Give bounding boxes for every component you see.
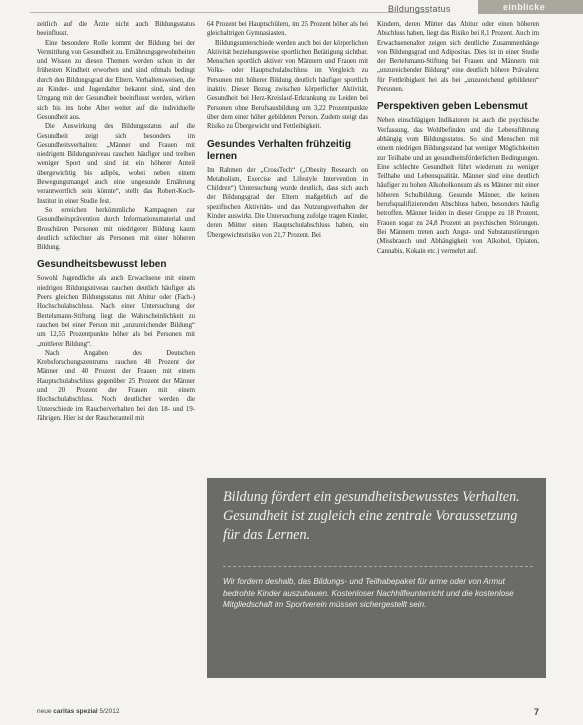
section-heading: Perspektiven geben Lebensmut [377,101,528,113]
section-heading: Gesundheitsbewusst leben [37,259,167,271]
paragraph: Nach Angaben des Deutschen Krebsforschungszentrums rauchen 48 Prozent der Männer und 40 Prozent der Frauen mit einem Hauptschulabschluss gegenüber 25 Prozent der Männer und 20 Prozent der Frauen mit einem Hochschulabschluss. Noch deutlicher werden die Unterschiede im Raucherverhalten bei den 18- und 19-Jährigen. Hier ist der Raucheranteil mit [37,349,195,422]
paragraph: So erreichen herkömmliche Kampagnen zur Gesundheitsprävention durch Informationsmaterial und Broschüren Personen mit niedrigerer Bildung kaum deutlich schlechter als Personen mit einer höheren Bildung. [37,206,195,252]
page-footer [37,706,539,718]
paragraph: Die Auswirkung des Bildungsstatus auf die Gesundheit zeigt sich besonders im Gesundheitsverhalten: „Männer und Frauen mit niedrigem Bildungsniveau rauchen häufiger und treiben weniger Sport und sind ist ein höherer Anteil übergewichtig bis adipös, wobei neben einem Bewegungsmangel auch eine ungesunde Ernährung verantwortlich sein könnte“, stellt das Robert-Koch-Institut in einer Studie fest. [37,123,195,205]
paragraph: Neben einschlägigen Indikatoren ist auch die psychische Verfassung, das Wohlbefinden und die Lebensführung abhängig vom Bildungsstatus. So sind Menschen mit einem niedrigen Bildungsstand hat weniger Möglichkeiten zur Teilhabe und an gesundheitsförderlichen Bedingungen. Eine schlechte Gesundheit führt wiederum zu weniger Teilhabe und Lebensqualität. Männer sind eine deutlich häufiger zu hohen Alkoholkonsum als es Männer mit einer höheren Schulbildung. Gesunde Männer, die keinen berufsqualifizierenden Abschluss haben, besonders häufig betroffen. Männer leiden in dieser Gruppe zu 18 Prozent, Frauen sogar zu 24,8 Prozent an psychischen Störungen. Bei Männern treten auch Angst- und Substanzstörungen (Missbrauch und Abhängigkeit von Alkohol, Opiaten, Cannabis, Kokain etc.) vermehrt auf. [377,117,539,255]
paragraph: Kindern, deren Mütter das Abitur oder einen höheren Abschluss haben, liegt das Risiko bei 8,1 Prozent. Auch im Erwachsenenalter zeigen sich deutliche Zusammenhänge von Bildungsgrad und Adipositas. Dies ist in einer Studie der Bertelsmann-Stiftung bei Frauen und Männern mit „unzureichender Bildung“ eine deutlich höhere Prävalenz für Fettleibigkeit bei als bei „unzureichend gebildeten“ Personen. [377,21,539,94]
column-3 [377,20,539,273]
paragraph: zeitlich auf die Ärzte nicht auch Bildungsstatus beeinflusst. [37,21,195,38]
page-header [0,0,583,16]
page-number: 7 [533,707,539,717]
paragraph: Im Rahmen der „CrossTech“ („Obesity Research on Metabolism, Exercise and Lifestyle Intervention in Children“) Untersuchung wurde deutlich, dass sich auch der Bildungsgrad der Eltern maßgeblich auf die spezifischen Aktivitäts- und das Nutzungsverhalten der Kinder auswirkt. Die Untersuchung zufolge tragen Kinder, deren Mütter einen Hauptschulabschluss haben, ein Übergewichtsrisiko von 21,7 Prozent. Bei [207,166,368,239]
magazine-name: caritas spezial [53,708,98,715]
pull-quote: Bildung fördert ein gesundheitsbewusstes Verhalten. Gesundheit ist zugleich eine zentrale Voraussetzung für das Lernen. [223,489,520,543]
paragraph: Bildungsunterschiede werden auch bei der körperlichen Aktivität beziehungsweise sportlichen Betätigung sichtbar. Menschen sportlich aktiver von Männern und Frauen mit Volks- oder Hauptschulabschluss im Vergleich zu Personen mit höherer Bildung deutlich häufiger sportlich inaktiv. Dieser Bezug zwischen körperlicher Aktivität, Gesundheit bei Herz-Kreislauf-Erkrankung zu Leiden bei Personen ohne Berufsausbildung um 3,22 Prozentpunkte über dem einer höher gebildeten Person. Zudem steigt das Risiko zu Übergewicht und Fettleibigkeit. [207,39,368,131]
column-2 [207,20,368,273]
demand-text: Wir fordern deshalb, das Bildungs- und Teilhabepaket für arme oder von Armut bedrohte Kinder auszubauen. Kostenloser Nachhilfeunterricht und die kostenlose Mitgliedschaft im Sportverein müssen sichergestellt sein. [223,577,514,609]
column-1 [37,20,195,423]
callout-divider [223,566,533,567]
paragraph: 64 Prozent bei Hauptschülern, im 25 Prozent höher als bei gleichaltrigen Gymnasiasten. [207,21,368,38]
footer-prefix: neue [37,708,52,715]
paragraph: Eine besondere Rolle kommt der Bildung bei der Vermittlung von Gesundheit zu. Ernährungsgewohnheiten und Wissen zu diesen Themen werden schon in der frühesten Kindheit erworben und sind oftmals bedingt durch den Bildungsgrad der Eltern. Verhaltensweisen, die zu Kinder- und Jugendalter bekannt sind, sind den Umgang mit der Gesundheit beeinflusst werden, wirken sich bis ins hohe Alter weiter auf die individuelle Gesundheit aus. [37,39,195,121]
paragraph: Sowohl Jugendliche als auch Erwachsene mit einem niedrigen Bildungsniveau rauchen deutlich häufiger als Peers gleichen Bildungsstatus mit Abitur oder (Fach-) Hochschulabschluss. Nach einer Untersuchung der Bertelsmann-Stiftung liegt die Wahrscheinlichkeit zu rauchen bei einer Person mit „unzureichender Bildung“ um 12,55 Prozentpunkte höher als bei Personen mit „mittlerer Bildung“. [37,275,195,348]
header-rule [30,12,430,13]
issue-number: 5/2012 [99,708,120,715]
section-tab: einblicke [478,0,583,14]
section-heading: Gesundes Verhalten frühzeitig lernen [207,138,351,162]
callout-box [207,478,546,678]
section-title: Bildungsstatus [388,4,451,14]
